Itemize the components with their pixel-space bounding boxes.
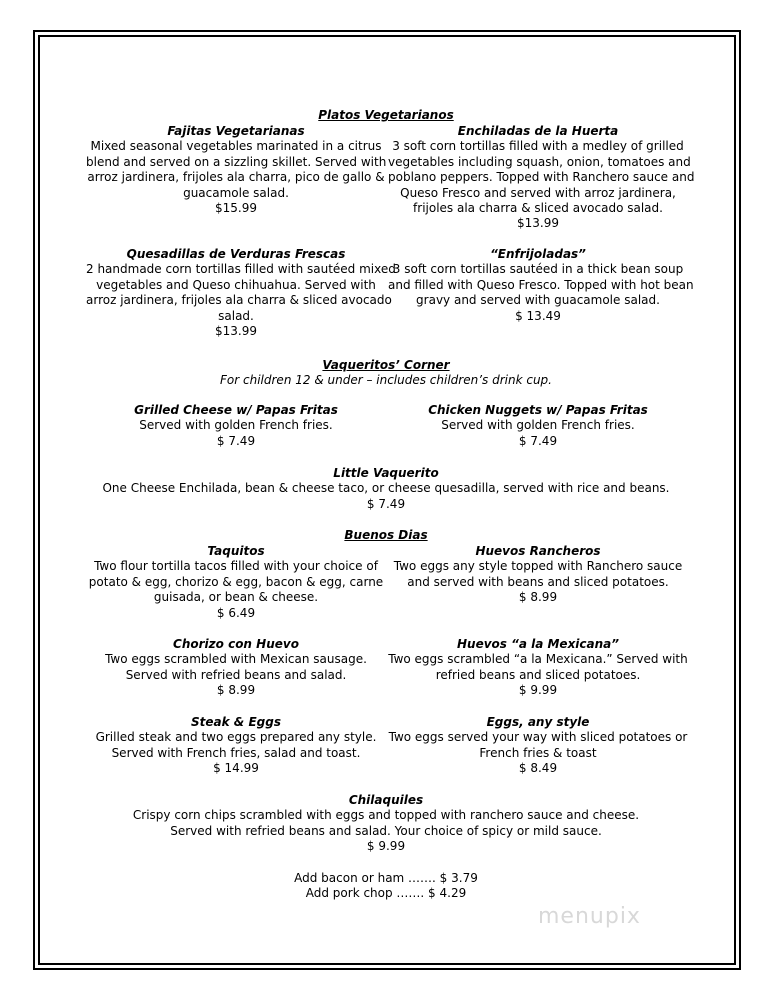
item-price: $ 7.49 [518,433,558,448]
item-desc: blend and served on a sizzling skillet. Served with [86,154,387,169]
item-name: Chorizo con Huevo [173,637,299,651]
item-desc: Served with golden French fries. [441,418,635,433]
menu-item-quesadillas [86,247,396,339]
item-name: Quesadillas de Verduras Frescas [126,247,346,261]
item-desc: vegetables including squash, onion, tomatoes and [388,154,691,169]
menu-item-taquitos [86,544,386,621]
item-price: $ 9.99 [366,839,406,854]
menu-item-little-vaquerito [86,466,686,512]
section-heading-vegetarianos: Platos Vegetarianos [318,108,454,122]
item-name: Fajitas Vegetarianas [167,124,305,138]
item-desc: and served with beans and sliced potatoes. [407,574,669,589]
menupix-watermark: menupix [538,904,641,929]
addon-item: Add bacon or ham ……. $ 3.79 [294,871,478,885]
item-desc: One Cheese Enchilada, bean & cheese taco, or cheese quesadilla, served with rice and beans. [102,481,670,496]
item-price: $ 14.99 [213,761,259,776]
item-desc: Two eggs scrambled with Mexican sausage. [105,652,367,667]
item-desc: refried beans and sliced potatoes. [435,667,641,682]
item-desc: gravy and served with guacamole salad. [416,293,660,308]
item-desc: Two flour tortilla tacos filled with your choice of [94,559,378,574]
item-desc: Crispy corn chips scrambled with eggs and topped with ranchero sauce and cheese. [132,808,640,823]
item-desc: Queso Fresco and served with arroz jardinera, [400,185,676,200]
item-desc: Served with golden French fries. [139,418,333,433]
item-desc: Two eggs any style topped with Ranchero sauce [393,559,683,574]
item-price: $ 13.49 [515,308,561,323]
item-desc: salad. [218,308,254,323]
menu-item-enchiladas [388,124,695,232]
item-name: Eggs, any style [486,715,590,729]
item-price: $ 7.49 [366,496,406,511]
item-name: Grilled Cheese w/ Papas Fritas [134,403,338,417]
item-desc: arroz jardinera, frijoles ala charra, pico de gallo & [87,170,385,185]
section-heading-buenos-dias: Buenos Dias [344,528,428,542]
item-price: $ 7.49 [216,433,256,448]
item-desc: poblano peppers. Topped with Ranchero sauce and [388,170,695,185]
item-desc: 2 handmade corn tortillas filled with sautéed mixed [86,262,396,277]
item-desc: 3 soft corn tortillas filled with a medley of grilled [392,139,684,154]
item-desc: potato & egg, chorizo & egg, bacon & egg, carne [88,574,384,589]
item-price: $ 9.99 [518,683,558,698]
item-name: Huevos Rancheros [475,544,601,558]
menu-item-steak-eggs [86,715,386,777]
item-name: Steak & Eggs [191,715,281,729]
menu-item-fajitas [86,124,386,216]
item-desc: vegetables and Queso chihuahua. Served with [96,277,376,292]
item-price: $15.99 [215,201,257,216]
section-note: For children 12 & under – includes children’s drink cup. [220,373,552,388]
menu-item-chicken-nuggets [388,403,688,449]
item-desc: Two eggs scrambled “a la Mexicana.” Served with [388,652,688,667]
item-name: Enchiladas de la Huerta [457,124,619,138]
menu-item-enfrijoladas [388,247,694,324]
item-desc: French fries & toast [479,745,597,760]
item-desc: guacamole salad. [183,185,289,200]
item-desc: Served with refried beans and salad. Your choice of spicy or mild sauce. [170,823,602,838]
item-desc: Two eggs served your way with sliced potatoes or [388,730,688,745]
menu-item-chorizo-con-huevo [86,637,386,699]
item-desc: Served with refried beans and salad. [125,667,347,682]
item-desc: frijoles ala charra & sliced avocado salad. [413,201,663,216]
item-desc: 3 soft corn tortillas sautéed in a thick bean soup [392,262,684,277]
menu-item-eggs-any-style [388,715,688,777]
addons-list [86,871,686,902]
item-name: Taquitos [207,544,265,558]
menu-item-huevos-mexicana [388,637,688,699]
item-desc: Served with French fries, salad and toast. [111,745,361,760]
item-price: $13.99 [215,324,257,339]
item-price: $ 6.49 [216,605,256,620]
menu-item-chilaquiles [86,793,686,855]
item-name: Little Vaquerito [333,466,439,480]
item-desc: Grilled steak and two eggs prepared any style. [95,730,377,745]
item-price: $ 8.99 [518,590,558,605]
item-price: $13.99 [517,216,559,231]
item-price: $ 8.49 [518,761,558,776]
item-desc: Mixed seasonal vegetables marinated in a citrus [90,139,382,154]
item-name: Chilaquiles [348,793,424,807]
menu-item-grilled-cheese [86,403,386,449]
item-name: Huevos “a la Mexicana” [456,637,620,651]
section-heading-vaqueritos: Vaqueritos’ Corner For children 12 & under – includes children’s drink cup. [86,358,686,389]
item-name: Chicken Nuggets w/ Papas Fritas [428,403,648,417]
addon-item: Add pork chop ……. $ 4.29 [305,886,467,901]
item-price: $ 8.99 [216,683,256,698]
item-desc: guisada, or bean & cheese. [153,590,319,605]
menu-item-huevos-rancheros [388,544,688,606]
item-desc: arroz jardinera, frijoles ala charra & sliced avocado [86,293,392,308]
item-name: “Enfrijoladas” [490,247,586,261]
item-desc: and filled with Queso Fresco. Topped with hot bean [388,277,694,292]
